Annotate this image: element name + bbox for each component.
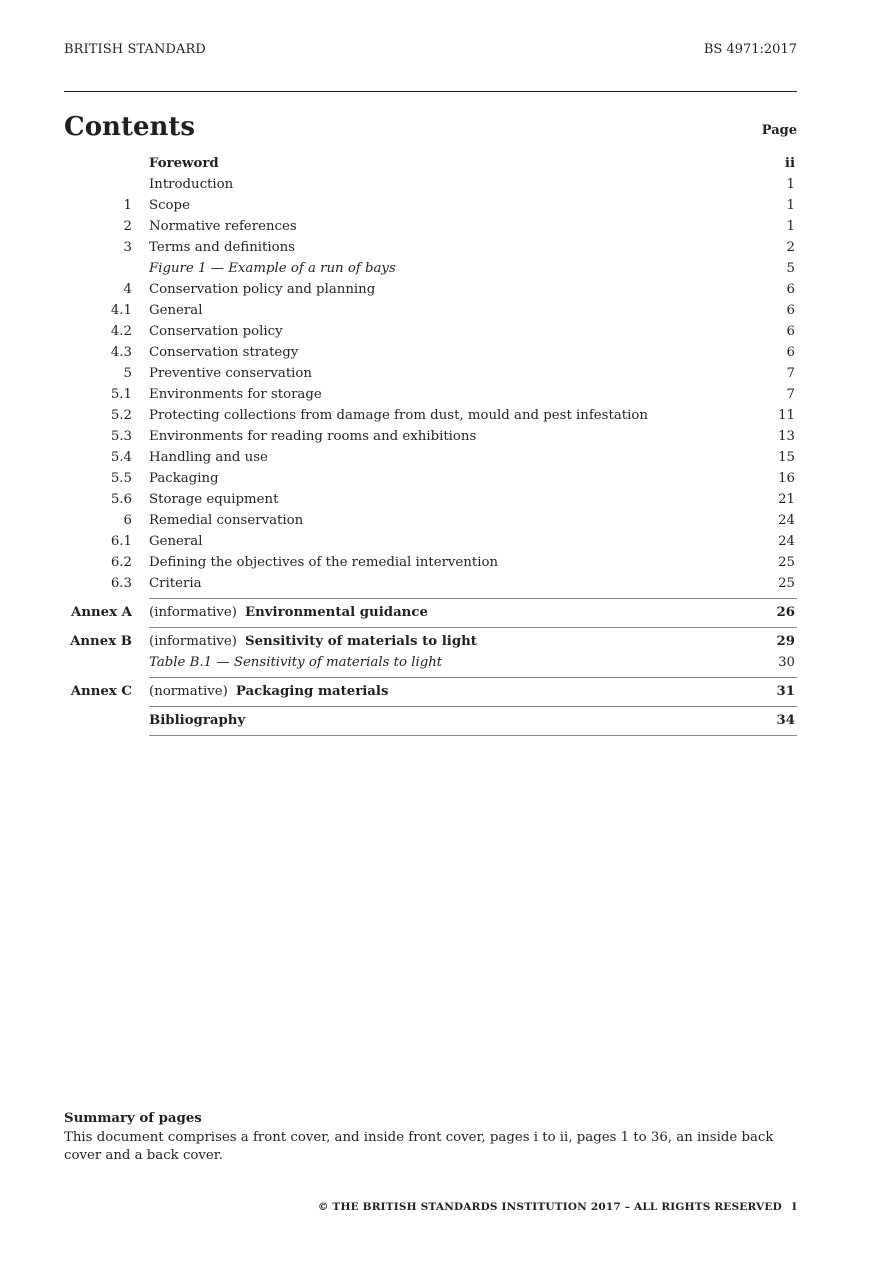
toc-entry[interactable] bbox=[64, 258, 797, 279]
toc-entry-number: 6.3 bbox=[110, 576, 132, 591]
toc-entry-number: 2 bbox=[123, 219, 132, 234]
toc-entry-title: Normative references bbox=[149, 219, 297, 234]
toc-entry-number: 3 bbox=[123, 240, 132, 255]
toc-annex-a[interactable] bbox=[64, 599, 797, 627]
toc-entry-title: General bbox=[149, 534, 203, 549]
toc-entry[interactable] bbox=[64, 237, 797, 258]
toc-entry-number: 1 bbox=[123, 198, 132, 213]
page-column-heading: Page bbox=[761, 123, 797, 138]
toc-entry-title: Conservation strategy bbox=[149, 345, 299, 360]
running-header-right: BS 4971:2017 bbox=[703, 42, 797, 57]
toc-entry-title: Environments for storage bbox=[149, 387, 322, 402]
toc-entry-title: General bbox=[149, 303, 203, 318]
copyright-notice: © THE BRITISH STANDARDS INSTITUTION 2017 – ALL RIGHTS RESERVED bbox=[317, 1201, 782, 1213]
toc-entry-number: 4.2 bbox=[110, 324, 132, 339]
toc-entry[interactable] bbox=[64, 153, 797, 174]
toc-entry-page: 24 bbox=[778, 534, 795, 549]
toc-entry-page: 1 bbox=[786, 219, 795, 234]
toc-entry-number: 4.3 bbox=[110, 345, 132, 360]
toc-entry[interactable] bbox=[64, 489, 797, 510]
toc-entry-number: 5.1 bbox=[110, 387, 132, 402]
toc-entry-number: 5 bbox=[123, 366, 132, 381]
toc-clause-list bbox=[64, 153, 797, 594]
toc-entry[interactable] bbox=[64, 426, 797, 447]
toc-entry-number: 4 bbox=[123, 282, 132, 297]
bibliography-title: Bibliography bbox=[149, 713, 246, 728]
toc-entry-page: 15 bbox=[778, 450, 795, 465]
toc-entry[interactable] bbox=[64, 300, 797, 321]
toc-entry[interactable] bbox=[64, 468, 797, 489]
annex-page: 31 bbox=[776, 684, 795, 699]
toc-entry[interactable] bbox=[64, 552, 797, 573]
summary-heading: Summary of pages bbox=[64, 1111, 202, 1126]
toc-entry-title: Terms and definitions bbox=[149, 240, 296, 255]
toc-entry-number: 5.2 bbox=[110, 408, 132, 423]
summary-text: This document comprises a front cover, and inside front cover, pages i to ii, pages 1 to 36, an inside back cover and a back cover. bbox=[64, 1130, 774, 1163]
toc-entry-page: 2 bbox=[786, 240, 795, 255]
toc-entry-page: 1 bbox=[786, 177, 795, 192]
toc-entry-number: 6.2 bbox=[110, 555, 132, 570]
page-title: Contents bbox=[64, 112, 196, 142]
toc-entry-page: 5 bbox=[786, 261, 795, 276]
toc-entry[interactable] bbox=[64, 216, 797, 237]
toc-table-b1[interactable] bbox=[64, 652, 797, 673]
toc-entry-page: 25 bbox=[778, 555, 795, 570]
annex-label: Annex B bbox=[70, 634, 132, 649]
toc-entry-page: 7 bbox=[786, 387, 795, 402]
annex-title: Environmental guidance bbox=[245, 605, 428, 620]
annex-note: (informative) bbox=[149, 605, 237, 620]
toc-entry-page: 16 bbox=[778, 471, 795, 486]
table-of-contents bbox=[64, 153, 797, 736]
annex-page: 26 bbox=[776, 605, 795, 620]
toc-entry[interactable] bbox=[64, 363, 797, 384]
table-entry-title: Table B.1 — Sensitivity of materials to light bbox=[149, 655, 443, 670]
toc-entry-number: 4.1 bbox=[110, 303, 132, 318]
annex-title: Packaging materials bbox=[235, 684, 389, 699]
toc-entry[interactable] bbox=[64, 321, 797, 342]
toc-entry-number: 6 bbox=[123, 513, 132, 528]
toc-entry-page: 6 bbox=[786, 324, 795, 339]
toc-entry-number: 5.5 bbox=[110, 471, 132, 486]
toc-entry[interactable] bbox=[64, 447, 797, 468]
toc-entry-title: Conservation policy and planning bbox=[149, 282, 376, 297]
toc-entry-title: Handling and use bbox=[149, 450, 268, 465]
toc-entry[interactable] bbox=[64, 384, 797, 405]
toc-entry[interactable] bbox=[64, 405, 797, 426]
bibliography-page: 34 bbox=[776, 713, 795, 728]
toc-entry-page: 21 bbox=[778, 492, 795, 507]
toc-entry-title: Packaging bbox=[149, 471, 219, 486]
toc-entry-title: Figure 1 — Example of a run of bays bbox=[149, 261, 396, 276]
toc-entry-number: 5.4 bbox=[110, 450, 132, 465]
running-header-left: BRITISH STANDARD bbox=[64, 42, 206, 57]
toc-entry[interactable] bbox=[64, 342, 797, 363]
toc-entry[interactable] bbox=[64, 531, 797, 552]
toc-entry-page: ii bbox=[784, 156, 795, 171]
toc-entry-page: 6 bbox=[786, 303, 795, 318]
toc-entry-title: Storage equipment bbox=[149, 492, 279, 507]
toc-entry[interactable] bbox=[64, 279, 797, 300]
page-footer bbox=[318, 1201, 797, 1213]
header-divider bbox=[64, 91, 797, 92]
toc-entry[interactable] bbox=[64, 573, 797, 594]
toc-entry-title: Foreword bbox=[149, 156, 219, 171]
toc-entry-page: 6 bbox=[786, 282, 795, 297]
toc-entry-page: 7 bbox=[786, 366, 795, 381]
toc-entry-page: 1 bbox=[786, 198, 795, 213]
table-entry-page: 30 bbox=[778, 655, 795, 670]
toc-entry[interactable] bbox=[64, 195, 797, 216]
toc-entry-page: 24 bbox=[778, 513, 795, 528]
toc-entry-title: Environments for reading rooms and exhibitions bbox=[149, 429, 477, 444]
annex-label: Annex A bbox=[71, 605, 132, 620]
annex-title: Sensitivity of materials to light bbox=[245, 634, 477, 649]
toc-entry-page: 25 bbox=[778, 576, 795, 591]
toc-entry-number: 6.1 bbox=[110, 534, 132, 549]
toc-annex-c[interactable] bbox=[64, 678, 797, 706]
toc-bibliography[interactable] bbox=[64, 707, 797, 735]
toc-entry-title: Protecting collections from damage from dust, mould and pest infestation bbox=[149, 408, 648, 423]
annex-page: 29 bbox=[776, 634, 795, 649]
toc-entry-title: Scope bbox=[149, 198, 190, 213]
toc-entry-number: 5.6 bbox=[110, 492, 132, 507]
toc-entry-title: Remedial conservation bbox=[149, 513, 304, 528]
toc-entry-title: Preventive conservation bbox=[149, 366, 312, 381]
toc-entry-page: 13 bbox=[778, 429, 795, 444]
annex-note: (informative) bbox=[149, 634, 237, 649]
toc-entry-title: Introduction bbox=[149, 177, 234, 192]
toc-entry-page: 11 bbox=[778, 408, 795, 423]
toc-entry-number: 5.3 bbox=[110, 429, 132, 444]
toc-entry-title: Conservation policy bbox=[149, 324, 283, 339]
toc-entry[interactable] bbox=[64, 174, 797, 195]
page-number: I bbox=[791, 1201, 797, 1213]
toc-entry[interactable] bbox=[64, 510, 797, 531]
annex-note: (normative) bbox=[149, 684, 228, 699]
toc-entry-title: Criteria bbox=[149, 576, 202, 591]
annex-divider bbox=[149, 735, 797, 736]
toc-entry-page: 6 bbox=[786, 345, 795, 360]
annex-label: Annex C bbox=[70, 684, 132, 699]
toc-entry-title: Defining the objectives of the remedial intervention bbox=[149, 555, 499, 570]
